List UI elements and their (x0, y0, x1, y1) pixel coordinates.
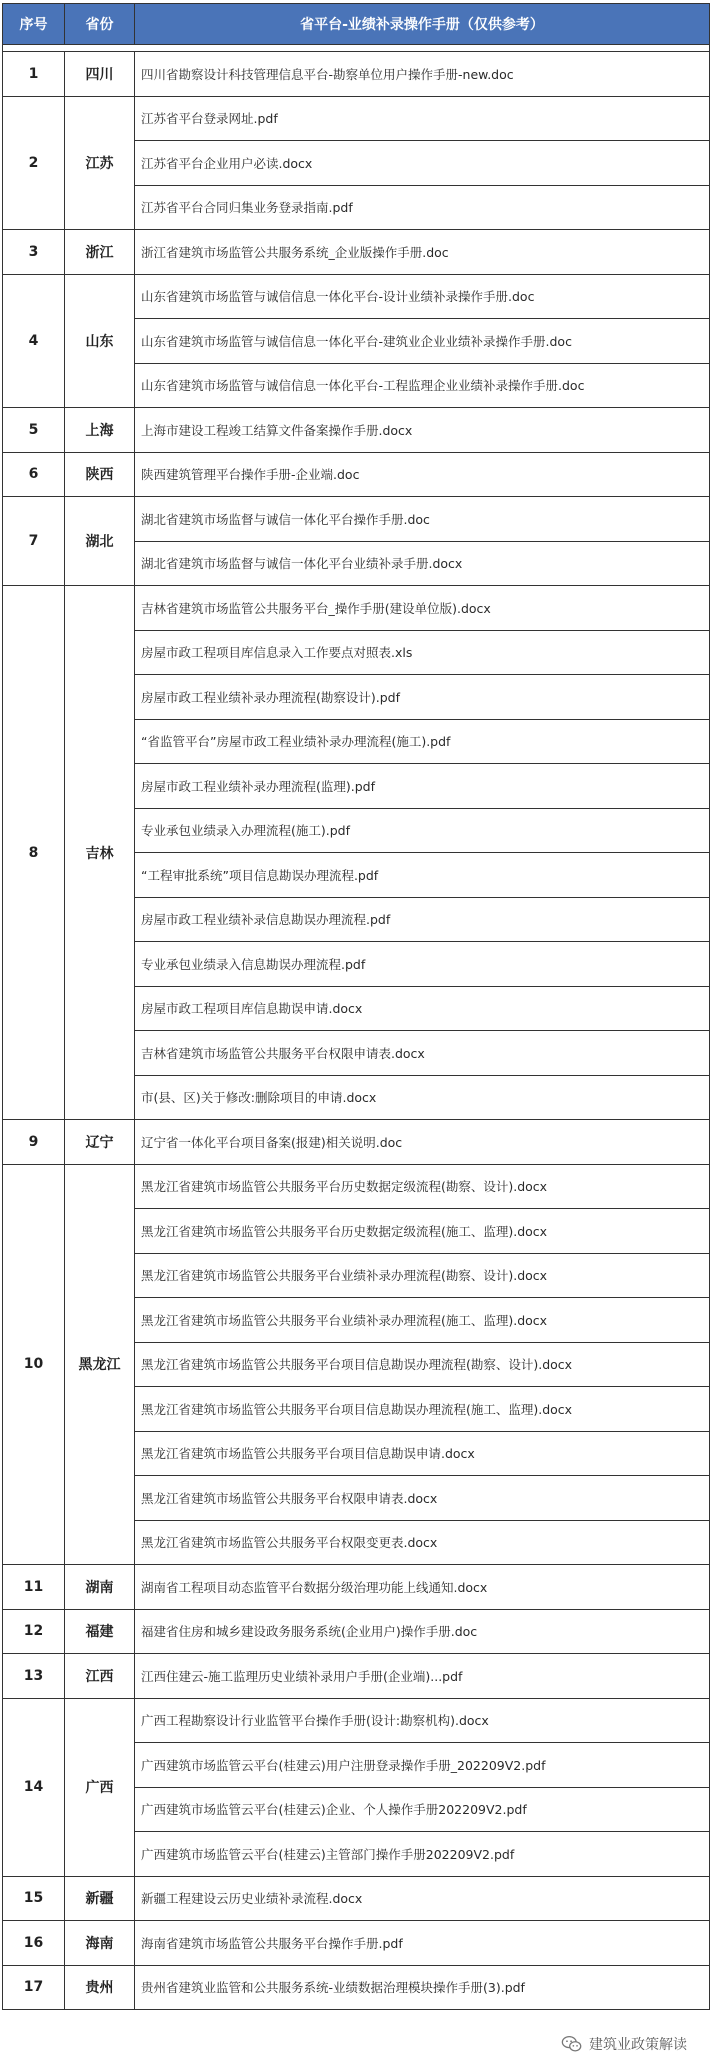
row-province-cell: 江西 (65, 1654, 135, 1699)
row-index-cell: 17 (3, 1965, 65, 2010)
document-file-cell: 江苏省平台企业用户必读.docx (135, 141, 710, 186)
row-province-cell: 浙江 (65, 230, 135, 275)
table-row (3, 1120, 710, 1165)
row-index-cell: 11 (3, 1565, 65, 1610)
row-province-cell: 山东 (65, 274, 135, 408)
row-province-cell: 陕西 (65, 452, 135, 497)
row-index-cell: 5 (3, 408, 65, 453)
table-row (3, 1965, 710, 2010)
document-file-cell: 黑龙江省建筑市场监管公共服务平台业绩补录办理流程(施工、监理).docx (135, 1298, 710, 1343)
document-file-cell: 湖北省建筑市场监督与诚信一体化平台业绩补录手册.docx (135, 541, 710, 586)
document-file-cell: 房屋市政工程项目库信息勘误申请.docx (135, 986, 710, 1031)
row-index-cell: 1 (3, 52, 65, 97)
table-row (3, 1654, 710, 1699)
row-index-cell: 3 (3, 230, 65, 275)
row-province-cell: 湖南 (65, 1565, 135, 1610)
row-province-cell: 黑龙江 (65, 1164, 135, 1565)
header-row (3, 4, 710, 45)
row-province-cell: 辽宁 (65, 1120, 135, 1165)
document-file-cell: 浙江省建筑市场监管公共服务系统_企业版操作手册.doc (135, 230, 710, 275)
table-header (3, 4, 710, 45)
table-row (3, 96, 710, 141)
document-file-cell: 黑龙江省建筑市场监管公共服务平台项目信息勘误申请.docx (135, 1431, 710, 1476)
document-file-cell: 黑龙江省建筑市场监管公共服务平台历史数据定级流程(勘察、设计).docx (135, 1164, 710, 1209)
table-row (3, 586, 710, 631)
document-file-cell: 房屋市政工程业绩补录办理流程(勘察设计).pdf (135, 675, 710, 720)
document-file-cell: 专业承包业绩录入办理流程(施工).pdf (135, 808, 710, 853)
document-file-cell: 海南省建筑市场监管公共服务平台操作手册.pdf (135, 1921, 710, 1966)
document-file-cell: 房屋市政工程项目库信息录入工作要点对照表.xls (135, 630, 710, 675)
row-index-cell: 8 (3, 586, 65, 1120)
row-index-cell: 16 (3, 1921, 65, 1966)
table-row (3, 230, 710, 275)
document-file-cell: 新疆工程建设云历史业绩补录流程.docx (135, 1876, 710, 1921)
row-index-cell: 2 (3, 96, 65, 230)
row-index-cell: 6 (3, 452, 65, 497)
row-province-cell: 海南 (65, 1921, 135, 1966)
document-file-cell: 山东省建筑市场监管与诚信信息一体化平台-建筑业企业业绩补录操作手册.doc (135, 319, 710, 364)
table-row (3, 408, 710, 453)
row-province-cell: 吉林 (65, 586, 135, 1120)
table-row (3, 274, 710, 319)
document-file-cell: 黑龙江省建筑市场监管公共服务平台业绩补录办理流程(勘察、设计).docx (135, 1253, 710, 1298)
watermark (555, 2031, 693, 2057)
row-province-cell: 江苏 (65, 96, 135, 230)
watermark-text: 建筑业政策解读 (589, 2037, 687, 2053)
row-index-cell: 12 (3, 1609, 65, 1654)
document-file-cell: 黑龙江省建筑市场监管公共服务平台项目信息勘误办理流程(施工、监理).docx (135, 1387, 710, 1432)
document-file-cell: 四川省勘察设计科技管理信息平台-勘察单位用户操作手册-new.doc (135, 52, 710, 97)
document-file-cell: 辽宁省一体化平台项目备案(报建)相关说明.doc (135, 1120, 710, 1165)
table-row (3, 452, 710, 497)
header-gap-row (3, 45, 710, 52)
table-row (3, 1565, 710, 1610)
document-file-cell: 黑龙江省建筑市场监管公共服务平台权限申请表.docx (135, 1476, 710, 1521)
table-row (3, 1921, 710, 1966)
row-index-cell: 10 (3, 1164, 65, 1565)
document-file-cell: 江苏省平台合同归集业务登录指南.pdf (135, 185, 710, 230)
document-file-cell: 黑龙江省建筑市场监管公共服务平台权限变更表.docx (135, 1520, 710, 1565)
table-row (3, 1876, 710, 1921)
manual-table-page (2, 3, 709, 2010)
row-index-cell: 15 (3, 1876, 65, 1921)
row-index-cell: 13 (3, 1654, 65, 1699)
table-row (3, 497, 710, 542)
row-index-cell: 14 (3, 1698, 65, 1876)
document-file-cell: 贵州省建筑业监管和公共服务系统-业绩数据治理模块操作手册(3).pdf (135, 1965, 710, 2010)
document-file-cell: 吉林省建筑市场监管公共服务平台_操作手册(建设单位版).docx (135, 586, 710, 631)
header-gap-cell (3, 45, 710, 52)
document-file-cell: “省监管平台”房屋市政工程业绩补录办理流程(施工).pdf (135, 719, 710, 764)
header-index: 序号 (3, 4, 65, 45)
header-document: 省平台-业绩补录操作手册（仅供参考） (135, 4, 710, 45)
row-province-cell: 湖北 (65, 497, 135, 586)
row-index-cell: 4 (3, 274, 65, 408)
document-file-cell: 江苏省平台登录网址.pdf (135, 96, 710, 141)
row-province-cell: 四川 (65, 52, 135, 97)
document-file-cell: 湖南省工程项目动态监管平台数据分级治理功能上线通知.docx (135, 1565, 710, 1610)
table-row (3, 1164, 710, 1209)
table-body (3, 45, 710, 2010)
row-province-cell: 福建 (65, 1609, 135, 1654)
document-file-cell: 黑龙江省建筑市场监管公共服务平台项目信息勘误办理流程(勘察、设计).docx (135, 1342, 710, 1387)
document-file-cell: 山东省建筑市场监管与诚信信息一体化平台-工程监理企业业绩补录操作手册.doc (135, 363, 710, 408)
table-row (3, 52, 710, 97)
wechat-icon (561, 2033, 583, 2055)
document-file-cell: 上海市建设工程竣工结算文件备案操作手册.docx (135, 408, 710, 453)
document-file-cell: 福建省住房和城乡建设政务服务系统(企业用户)操作手册.doc (135, 1609, 710, 1654)
document-file-cell: 广西建筑市场监管云平台(桂建云)用户注册登录操作手册_202209V2.pdf (135, 1743, 710, 1788)
document-file-cell: 房屋市政工程业绩补录办理流程(监理).pdf (135, 764, 710, 809)
document-file-cell: 黑龙江省建筑市场监管公共服务平台历史数据定级流程(施工、监理).docx (135, 1209, 710, 1254)
row-index-cell: 7 (3, 497, 65, 586)
table-row (3, 1698, 710, 1743)
row-province-cell: 广西 (65, 1698, 135, 1876)
document-file-cell: 陕西建筑管理平台操作手册-企业端.doc (135, 452, 710, 497)
document-file-cell: 山东省建筑市场监管与诚信信息一体化平台-设计业绩补录操作手册.doc (135, 274, 710, 319)
table-row (3, 1609, 710, 1654)
row-province-cell: 新疆 (65, 1876, 135, 1921)
document-file-cell: “工程审批系统”项目信息勘误办理流程.pdf (135, 853, 710, 898)
document-file-cell: 湖北省建筑市场监督与诚信一体化平台操作手册.doc (135, 497, 710, 542)
document-file-cell: 江西住建云-施工监理历史业绩补录用户手册(企业端)...pdf (135, 1654, 710, 1699)
document-file-cell: 广西工程勘察设计行业监管平台操作手册(设计:勘察机构).docx (135, 1698, 710, 1743)
document-file-cell: 广西建筑市场监管云平台(桂建云)企业、个人操作手册202209V2.pdf (135, 1787, 710, 1832)
manual-table (2, 3, 710, 2010)
row-index-cell: 9 (3, 1120, 65, 1165)
document-file-cell: 市(县、区)关于修改:删除项目的申请.docx (135, 1075, 710, 1120)
header-province: 省份 (65, 4, 135, 45)
document-file-cell: 广西建筑市场监管云平台(桂建云)主管部门操作手册202209V2.pdf (135, 1832, 710, 1877)
row-province-cell: 贵州 (65, 1965, 135, 2010)
document-file-cell: 专业承包业绩录入信息勘误办理流程.pdf (135, 942, 710, 987)
row-province-cell: 上海 (65, 408, 135, 453)
document-file-cell: 房屋市政工程业绩补录信息勘误办理流程.pdf (135, 897, 710, 942)
document-file-cell: 吉林省建筑市场监管公共服务平台权限申请表.docx (135, 1031, 710, 1076)
